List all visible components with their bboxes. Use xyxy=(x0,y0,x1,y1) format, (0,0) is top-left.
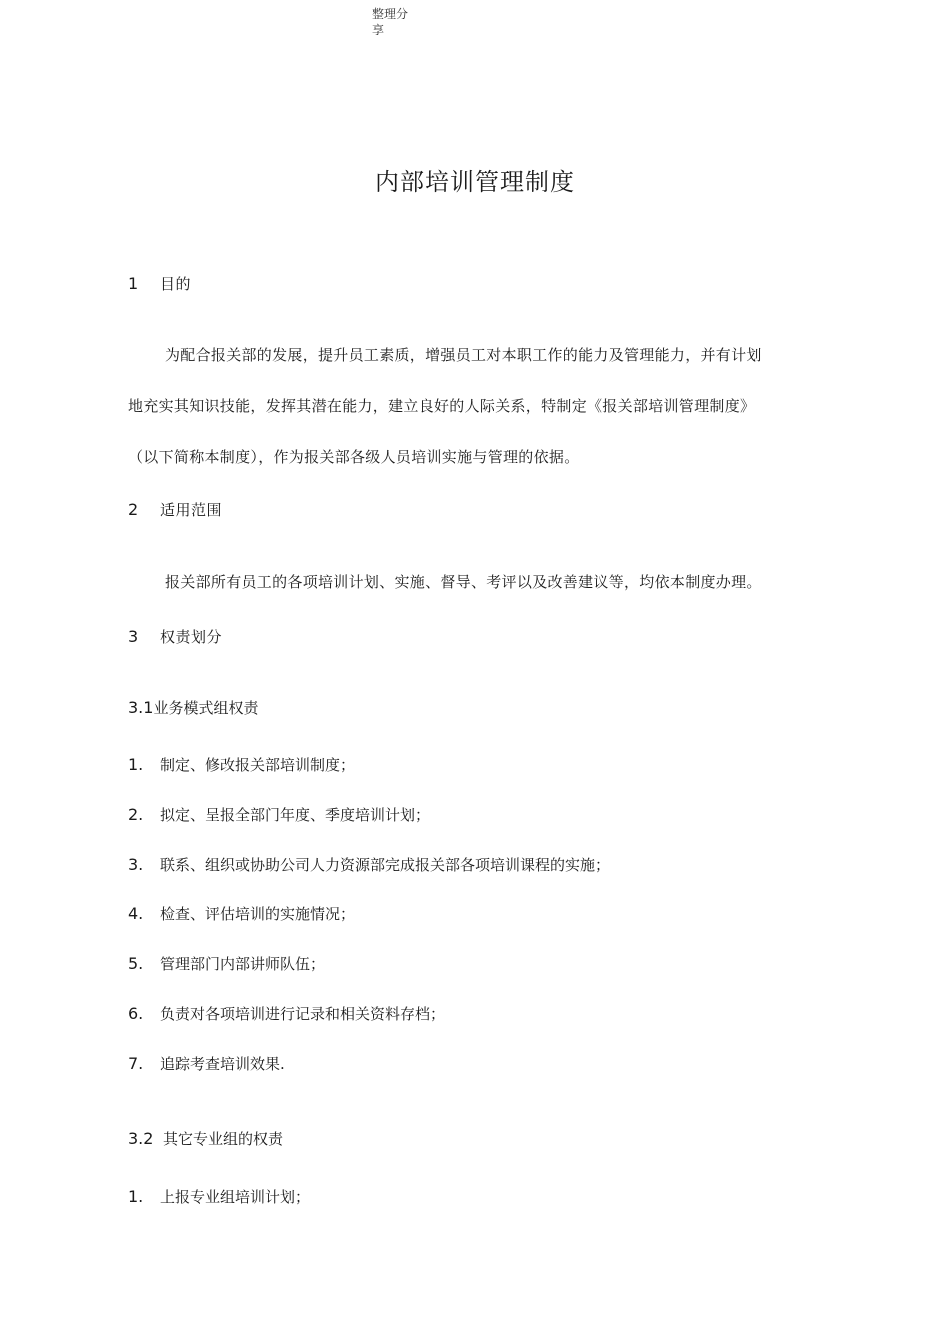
scope-paragraph xyxy=(128,557,830,608)
list-item-text: 检查、评估培训的实施情况； xyxy=(160,905,356,923)
section-heading-purpose xyxy=(128,273,191,295)
list-item-text: 管理部门内部讲师队伍； xyxy=(160,955,326,973)
subsection-number: 3.1 xyxy=(128,698,154,717)
section-label: 适用范围 xyxy=(160,501,223,519)
document-title: 内部培训管理制度 xyxy=(375,168,575,196)
list-item-text: 联系、组织或协助公司人力资源部完成报关部各项培训课程的实施； xyxy=(160,856,611,874)
purpose-line-3: （以下简称本制度），作为报关部各级人员培训实施与管理的依据。 xyxy=(128,448,580,466)
list-item-number: 1. xyxy=(128,755,144,774)
list-item-number: 3. xyxy=(128,855,144,874)
purpose-line-2: 地充实其知识技能，发挥其潜在能力，建立良好的人际关系，特制定《报关部培训管理制度》 xyxy=(128,397,756,415)
header-line-2: 享 xyxy=(372,23,385,37)
section-heading-responsibilities xyxy=(128,626,222,648)
subsection-label: 其它专业组的权责 xyxy=(163,1130,284,1148)
list-item-number: 5. xyxy=(128,954,144,973)
list-item xyxy=(128,1053,285,1075)
purpose-paragraph xyxy=(128,330,830,483)
list-item-text: 负责对各项培训进行记录和相关资料存档； xyxy=(160,1005,446,1023)
subsection-label: 业务模式组权责 xyxy=(153,699,259,717)
list-item-text: 追踪考查培训效果. xyxy=(160,1055,285,1073)
subsection-heading-3-1 xyxy=(128,697,258,719)
list-item-number: 7. xyxy=(128,1054,144,1073)
list-item xyxy=(128,953,325,975)
section-label: 目的 xyxy=(160,275,192,293)
list-item xyxy=(128,754,355,776)
list-item-number: 2. xyxy=(128,805,144,824)
purpose-line-1: 为配合报关部的发展，提升员工素质，增强员工对本职工作的能力及管理能力，并有计划 xyxy=(165,346,762,364)
list-item xyxy=(128,903,355,925)
list-item xyxy=(128,1186,310,1208)
section-number: 2 xyxy=(128,500,139,519)
subsection-heading-3-2 xyxy=(128,1128,283,1150)
section-label: 权责划分 xyxy=(160,628,223,646)
subsection-number: 3.2 xyxy=(128,1129,154,1148)
header-line-1: 整理分 xyxy=(372,7,409,21)
list-item xyxy=(128,804,430,826)
list-item-text: 制定、修改报关部培训制度； xyxy=(160,756,356,774)
scope-line: 报关部所有员工的各项培训计划、实施、督导、考评以及改善建议等，均依本制度办理。 xyxy=(165,573,762,591)
list-item-number: 6. xyxy=(128,1004,144,1023)
section-heading-scope xyxy=(128,499,222,521)
list-item-number: 1. xyxy=(128,1187,144,1206)
section-number: 3 xyxy=(128,627,139,646)
section-number: 1 xyxy=(128,274,139,293)
list-item xyxy=(128,1003,445,1025)
list-item-text: 上报专业组培训计划； xyxy=(160,1188,311,1206)
page-header xyxy=(372,6,424,38)
list-item-number: 4. xyxy=(128,904,144,923)
list-item-text: 拟定、呈报全部门年度、季度培训计划； xyxy=(160,806,431,824)
list-item xyxy=(128,854,610,876)
